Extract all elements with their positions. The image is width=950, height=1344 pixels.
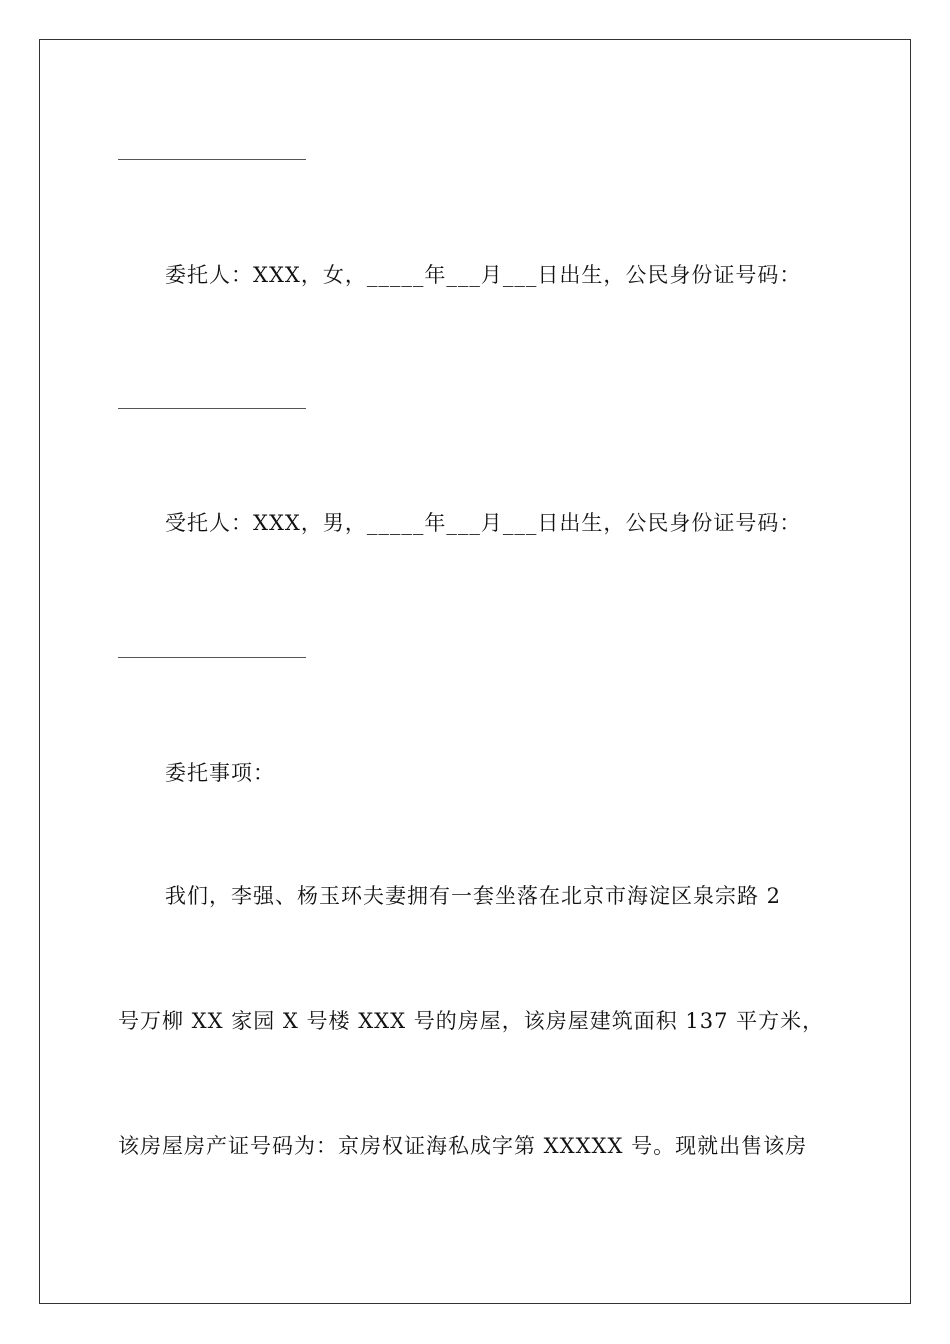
blank-line-agent-id bbox=[118, 657, 306, 658]
principal-line: 委托人：XXX，女，_____年___月___日出生，公民身份证号码： bbox=[165, 263, 802, 287]
blank-line-top bbox=[118, 159, 306, 160]
entrusted-matters-heading: 委托事项： bbox=[165, 761, 275, 785]
body-text-line-2: 号万柳 XX 家园 X 号楼 XXX 号的房屋，该房屋建筑面积 137 平方米， bbox=[118, 1009, 825, 1033]
body-text-line-3: 该房屋房产证号码为：京房权证海私成字第 XXXXX 号。现就出售该房 bbox=[118, 1134, 808, 1158]
agent-line: 受托人：XXX，男，_____年___月___日出生，公民身份证号码： bbox=[165, 511, 802, 535]
blank-line-principal-id bbox=[118, 408, 306, 409]
page-border bbox=[39, 39, 911, 1304]
body-text-line-1: 我们，李强、杨玉环夫妻拥有一套坐落在北京市海淀区泉宗路 2 bbox=[165, 884, 782, 908]
